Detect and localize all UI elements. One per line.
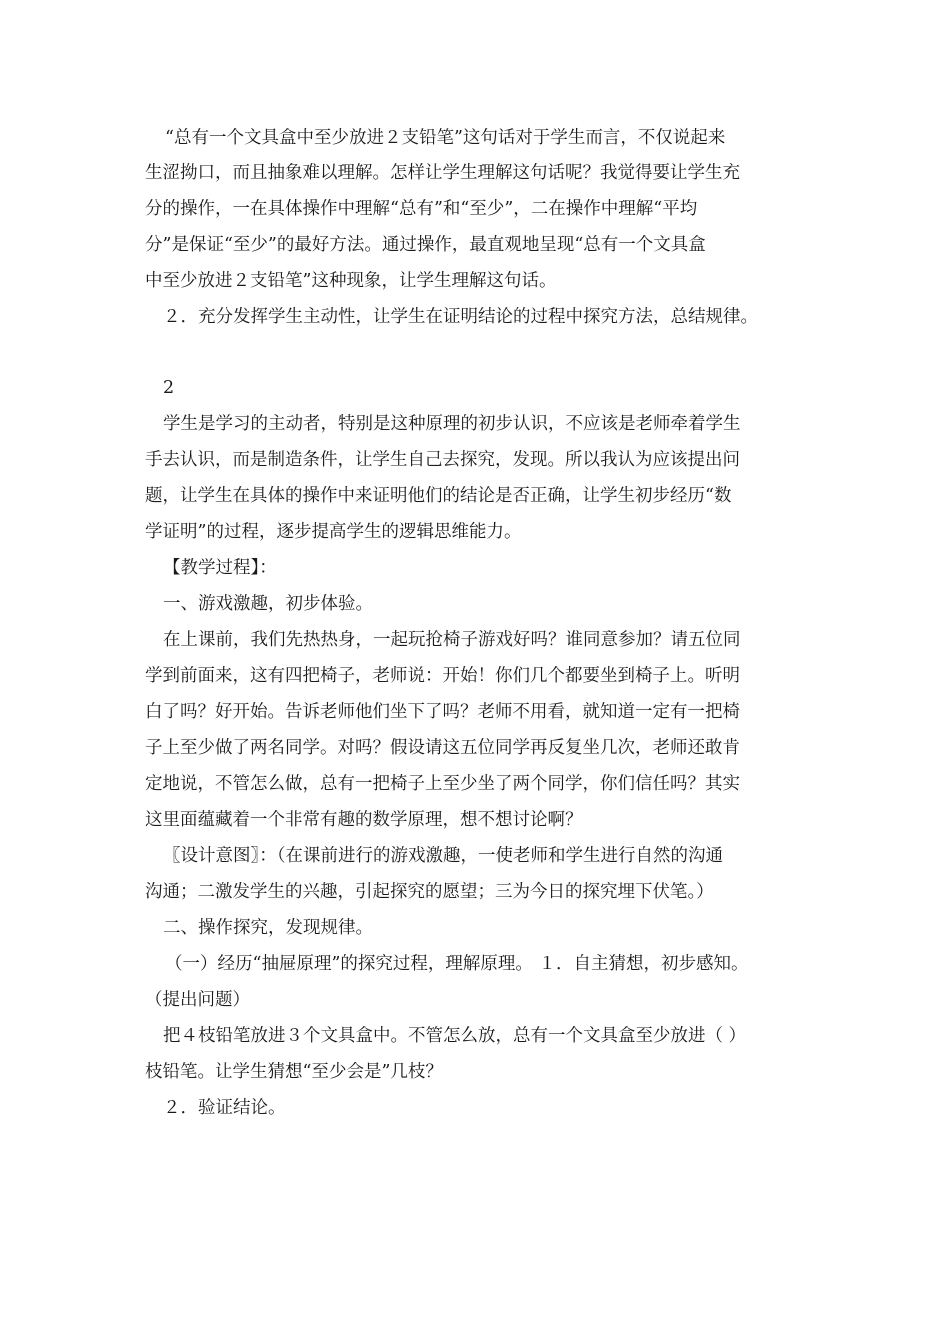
paragraph-line: 分的操作，一在具体操作中理解“总有”和“至少”，二在操作中理解“平均 — [145, 199, 698, 219]
paragraph-line: 生涩拗口，而且抽象难以理解。怎样让学生理解这句话呢？我觉得要让学生充 — [145, 163, 740, 183]
subsection-heading: 二、操作探究，发现规律。 — [163, 918, 373, 938]
paragraph-line: 学证明”的过程，逐步提高学生的逻辑思维能力。 — [145, 522, 522, 542]
paragraph-line: 定地说，不管怎么做，总有一把椅子上至少坐了两个同学，你们信任吗？其实 — [145, 774, 740, 794]
list-item-heading: ２．验证结论。 — [163, 1098, 286, 1118]
design-intent-line: 〖设计意图〗：（在课前进行的游戏激趣，一使老师和学生进行自然的沟通 — [163, 846, 723, 866]
paragraph-line: 中至少放进２支铅笔”这种现象，让学生理解这句话。 — [145, 271, 557, 291]
paragraph-line: （一）经历“抽屉原理”的探究过程，理解原理。 １．自主猜想，初步感知。 — [165, 954, 749, 974]
paragraph-line: 白了吗？好开始。告诉老师他们坐下了吗？老师不用看，就知道一定有一把椅 — [145, 702, 740, 722]
paragraph-line: 枝铅笔。让学生猜想“至少会是”几枝？ — [145, 1062, 443, 1082]
paragraph-line: 这里面蕴藏着一个非常有趣的数学原理，想不想讨论啊？ — [145, 810, 583, 830]
paragraph-line: 在上课前，我们先热热身，一起玩抢椅子游戏好吗？谁同意参加？请五位同 — [163, 630, 741, 650]
paragraph-line: 学到前面来，这有四把椅子，老师说：开始！你们几个都要坐到椅子上。听明 — [145, 666, 740, 686]
paragraph-line: 把４枝铅笔放进３个文具盒中。不管怎么放，总有一个文具盒至少放进（ ） — [163, 1026, 747, 1046]
paragraph-line: 子上至少做了两名同学。对吗？假设请这五位同学再反复坐几次，老师还敢肯 — [145, 738, 740, 758]
list-item-heading: ２．充分发挥学生主动性，让学生在证明结论的过程中探究方法，总结规律。 — [163, 307, 758, 327]
paragraph-line: 题，让学生在具体的操作中来证明他们的结论是否正确，让学生初步经历“数 — [145, 486, 732, 506]
paragraph-line: 分”是保证“至少”的最好方法。通过操作，最直观地呈现“总有一个文具盒 — [145, 235, 706, 255]
design-intent-line: 沟通；二激发学生的兴趣，引起探究的愿望；三为今日的探究埋下伏笔。） — [145, 882, 714, 902]
paragraph-line: （提出问题） — [145, 990, 250, 1010]
section-heading: 【教学过程】： — [163, 558, 277, 578]
paragraph-line: “总有一个文具盒中至少放进２支铅笔”这句话对于学生而言，不仅说起来 — [165, 128, 726, 148]
paragraph-line: 学生是学习的主动者，特别是这种原理的初步认识，不应该是老师牵着学生 — [163, 414, 741, 434]
subsection-heading: 一、游戏激趣，初步体验。 — [163, 594, 373, 614]
section-number: 2 — [163, 378, 175, 398]
paragraph-line: 手去认识，而是制造条件，让学生自己去探究，发现。所以我认为应该提出问 — [145, 450, 740, 470]
